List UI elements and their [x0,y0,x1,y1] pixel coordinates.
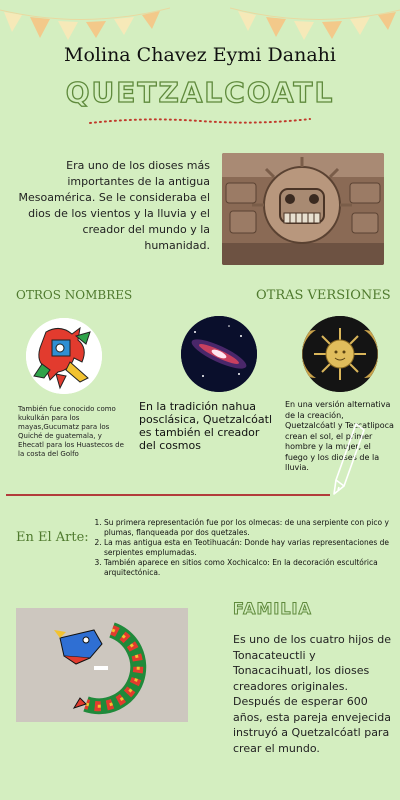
nahua-tradition-text: En la tradición nahua posclásica, Quetzalcóatl es también el creador del cosmos [139,400,273,452]
arte-label: En El Arte: [16,530,89,545]
golden-sun-moon-image [302,316,378,392]
author-name: Molina Chavez Eymi Danahi [64,44,336,66]
list-item: 3. También aparece en sitios como Xochicalco: En la decoración escultórica arquitectónica. [104,558,392,578]
codex-quetzalcoatl-image [26,318,102,394]
list-item: 1. Su primera representación fue por los olmecas: de una serpiente con pico y plumas, flanqueada por dos quetzales. [104,518,392,538]
arte-list [92,518,392,578]
familia-text: Es uno de los cuatro hijos de Tonacateuctli y Tonacacihuatl, los dioses creadores originales. Después de esperar 600 años, esta pareja envejecida instruyó a Quetzalcóatl para crear el mundo. [233,633,391,755]
dotted-divider [88,114,312,133]
section-otras-versiones: OTRAS VERSIONES [256,288,391,303]
otros-nombres-text: También fue conocido como kukulkán para los mayas,Gucumatz para los Quiché de guatemala, y Ehecatl para los Huastecos de la costa del Golfo [18,405,124,458]
list-item: 2. La mas antigua esta en Teotihuacán: Donde hay varias representaciones de serpientes emplumadas. [104,538,392,558]
section-divider [6,494,330,496]
pencil-icon [330,420,370,504]
familia-title: FAMILIA [233,599,312,618]
otras-versiones-text: En una versión alternativa de la creación, Quetzalcóatl y Tezcatlipoca crean el sol, el primer hombre y la mujer, el fuego y los dioses de la lluvia. [285,400,394,472]
galaxy-cosmos-image [181,316,257,392]
intro-text: Era uno de los dioses más importantes de la antigua Mesoamérica. Se le consideraba el dios de los vientos y la lluvia y el creador del mundo y la humanidad. [18,159,210,252]
feathered-serpent-art-image [16,608,188,722]
bunting-decoration-left [0,0,170,48]
section-otros-nombres: OTROS NOMBRES [16,288,133,302]
page-title: QUETZALCOATL [65,76,335,109]
bunting-decoration-right [230,0,400,48]
stone-serpent-head-image [222,153,384,265]
